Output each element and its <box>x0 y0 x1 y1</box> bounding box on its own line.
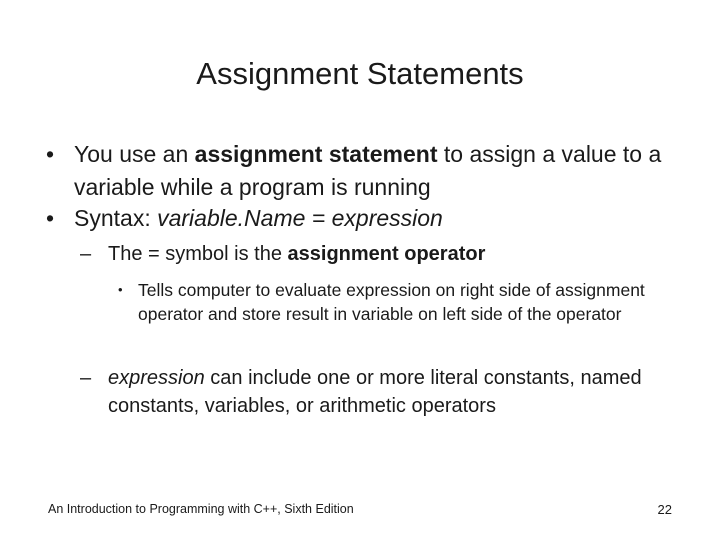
bullet-syntax <box>46 202 694 235</box>
slide-footer: An Introduction to Programming with C++, Sixth Edition <box>48 502 354 516</box>
bullet-marker: • <box>46 141 55 167</box>
sub-bullet-assignment-operator <box>80 240 698 268</box>
sub-bullet-text-part1: The = symbol is the <box>108 243 288 265</box>
bullet-text-bold: assignment statement <box>194 141 438 167</box>
sub-sub-bullet-text: Tells computer to evaluate expression on right side of assignment operator and store result in variable on left side of the operator <box>138 280 645 324</box>
bullet-marker: • <box>118 282 123 297</box>
bullet-assignment-statement <box>46 138 694 204</box>
sub-bullet-expression <box>80 364 698 420</box>
bullet-text-part2: to assign a value to a variable while a program is running <box>74 141 662 200</box>
bullet-text-part1: You use an <box>74 141 195 167</box>
bullet-marker: • <box>46 205 55 231</box>
sub-bullet-text-bold: assignment operator <box>287 243 486 265</box>
page-number: 22 <box>657 502 672 517</box>
bullet-text-part1: Syntax: <box>74 205 158 231</box>
bullet-text-italic: variable.Name = expression <box>157 205 443 231</box>
sub-bullet-text-italic: expression <box>108 367 205 389</box>
dash-marker: – <box>80 367 92 389</box>
sub-bullet-text-part2: can include one or more literal constants, named constants, variables, or arithmetic operators <box>108 367 642 417</box>
slide-title: Assignment Statements <box>196 56 524 91</box>
dash-marker: – <box>80 243 92 265</box>
sub-sub-bullet-evaluate <box>118 278 688 326</box>
